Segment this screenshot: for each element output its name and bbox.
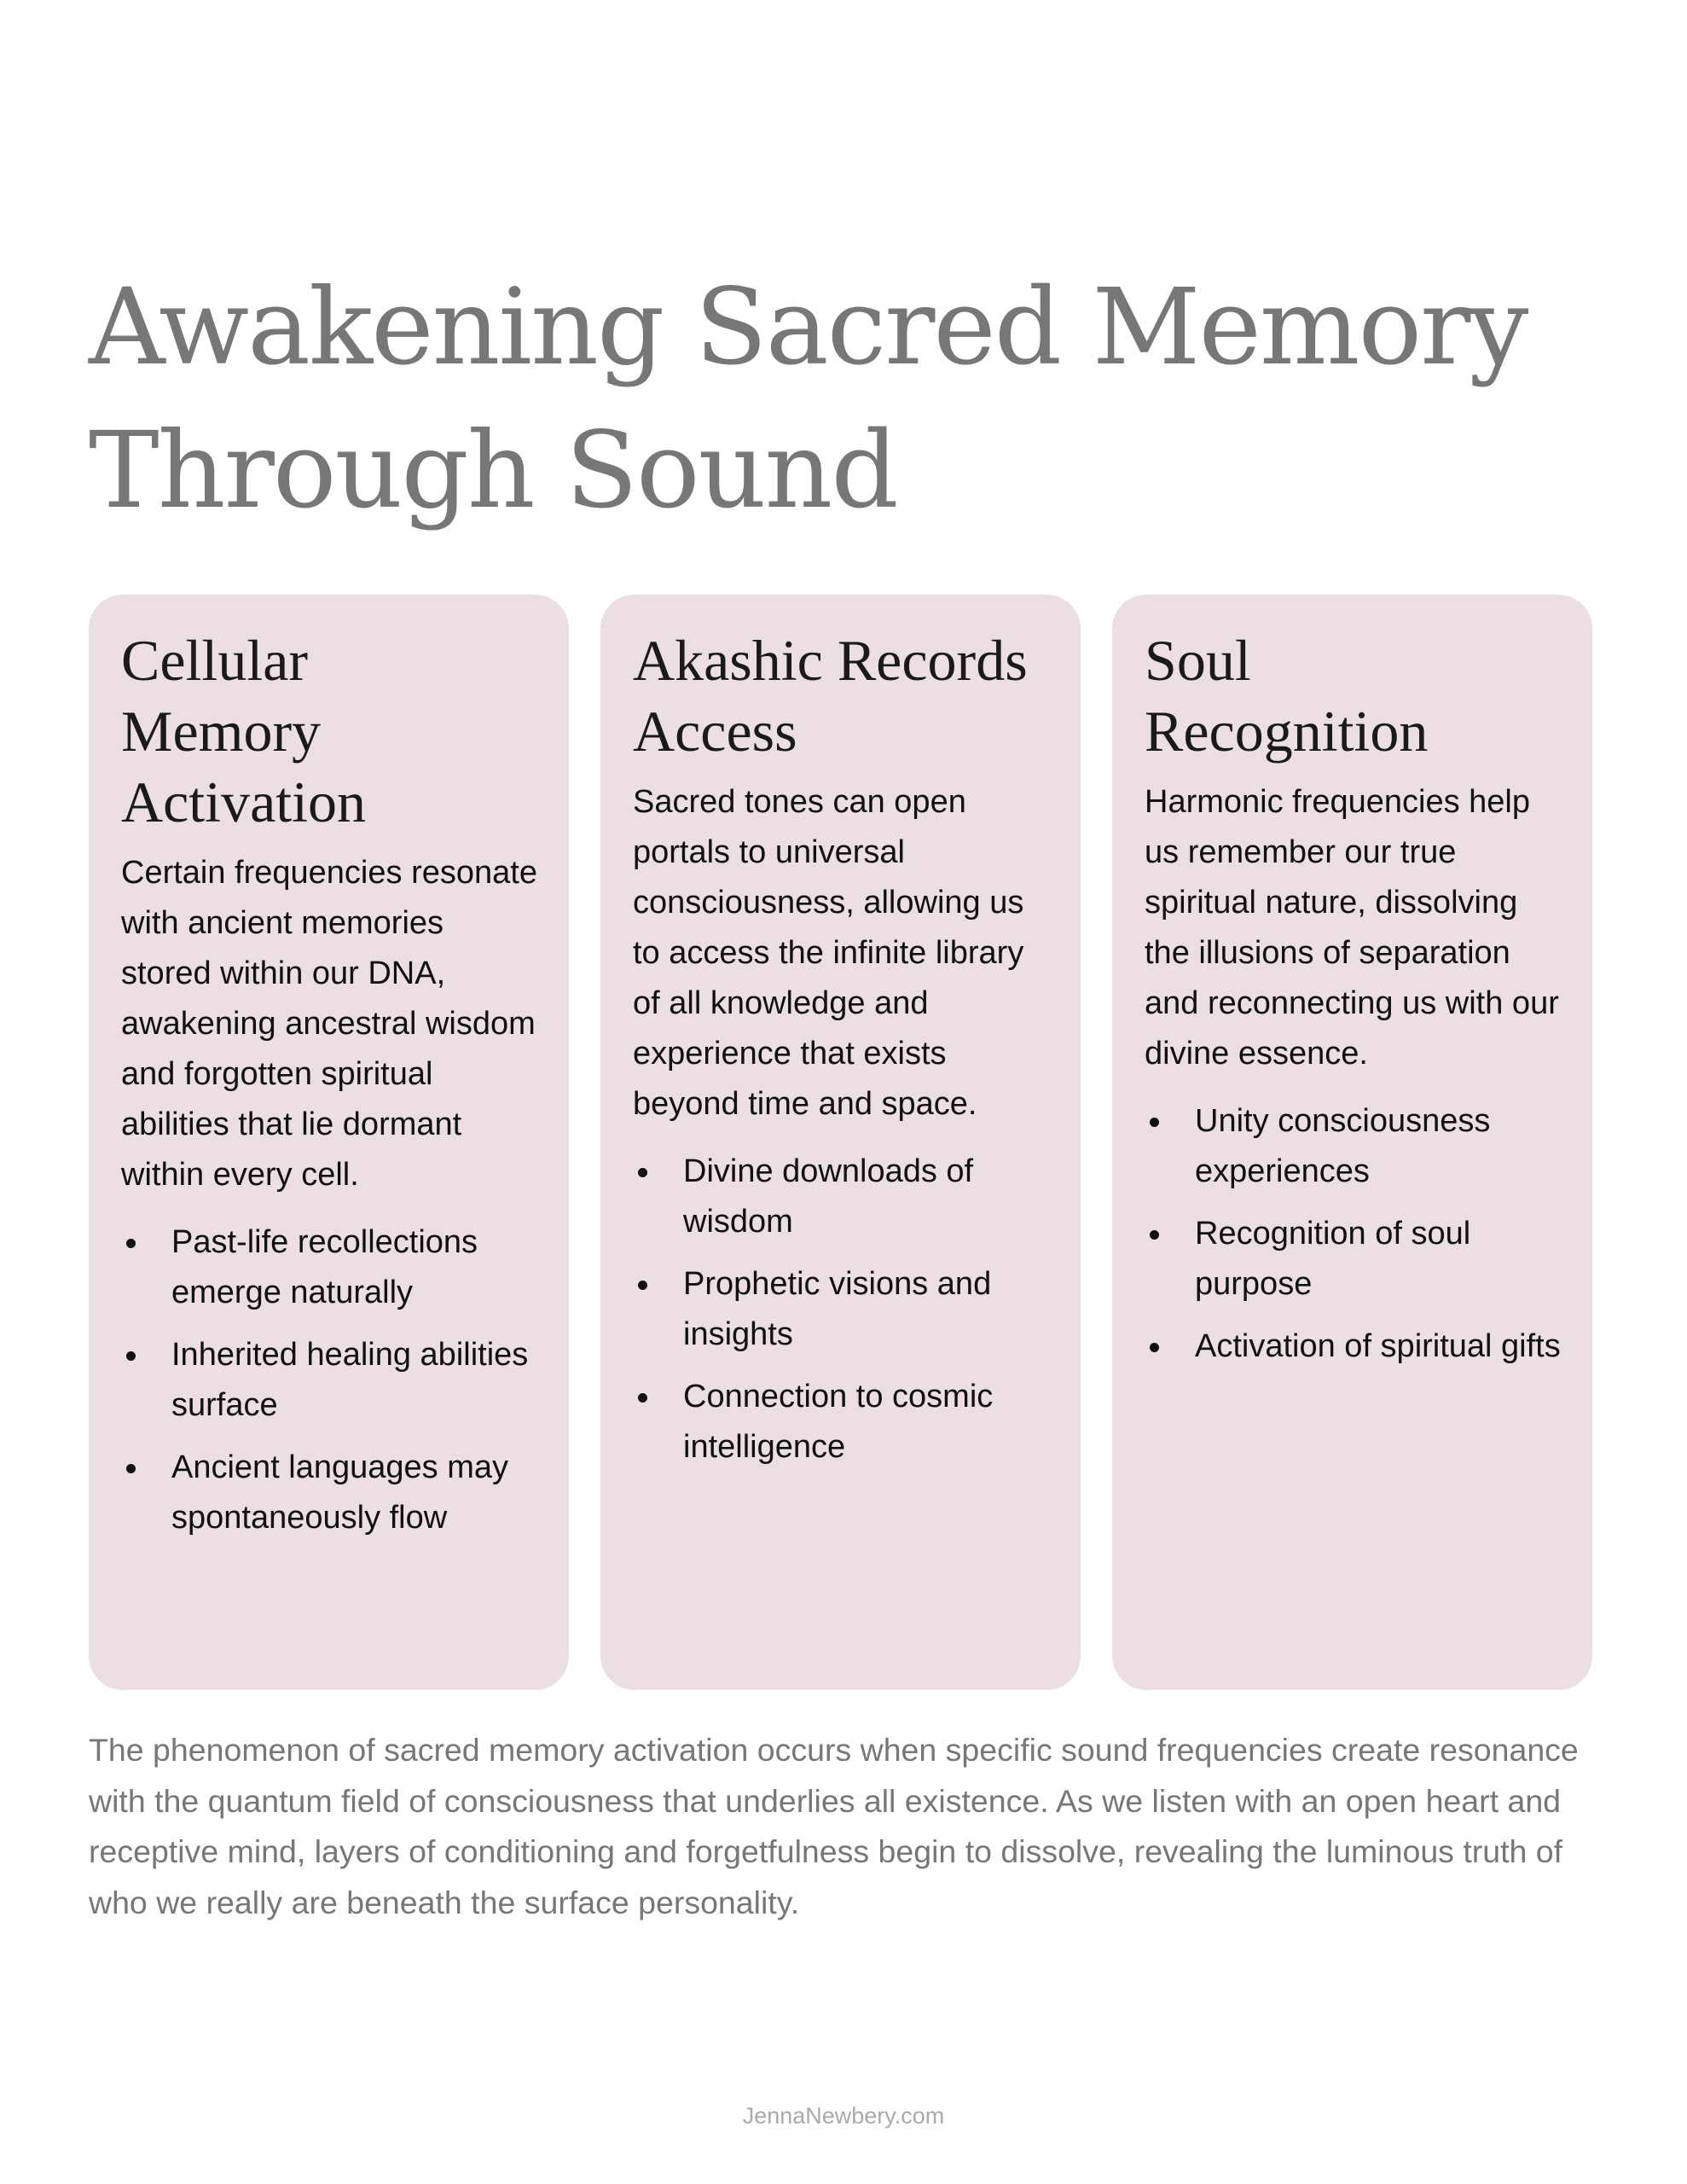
list-item-text: Activation of spiritual gifts <box>1195 1328 1561 1364</box>
bullet-icon <box>638 1168 647 1177</box>
card-bullet-list <box>121 1217 540 1543</box>
list-item-text: Past-life recollections emerge naturally <box>171 1224 478 1310</box>
list-item <box>121 1443 540 1543</box>
list-item <box>1145 1321 1563 1372</box>
bullet-icon <box>1150 1343 1159 1352</box>
list-item <box>1145 1096 1563 1197</box>
card-title <box>633 625 1052 767</box>
bullet-icon <box>126 1464 136 1473</box>
card-title-line: Memory <box>121 699 322 764</box>
list-item-text: Recognition of soul purpose <box>1195 1216 1471 1302</box>
card-description: Harmonic frequencies help us remember our true spiritual nature, dissolving the illusions of separation and reconnecting us with our divine essence. <box>1145 784 1559 1072</box>
card-cellular-memory-activation <box>89 595 569 1690</box>
card-description: Certain frequencies resonate with ancient memories stored within our DNA, awakening ancestral wisdom and forgotten spiritual abilities that lie dormant within every cell. <box>121 855 537 1193</box>
bullet-icon <box>1150 1230 1159 1240</box>
card-title <box>1145 625 1563 767</box>
list-item <box>1145 1209 1563 1310</box>
card-akashic-records-access <box>600 595 1081 1690</box>
bullet-icon <box>126 1351 136 1361</box>
card-title <box>121 625 540 838</box>
card-soul-recognition <box>1112 595 1592 1690</box>
page-title-line-1: Awakening Sacred Memory <box>89 266 1528 389</box>
list-item <box>121 1330 540 1431</box>
bullet-icon <box>1150 1118 1159 1127</box>
list-item-text: Connection to cosmic intelligence <box>683 1379 994 1465</box>
page-title-line-2: Through Sound <box>89 410 897 532</box>
bullet-icon <box>638 1393 647 1403</box>
list-item <box>121 1217 540 1318</box>
list-item-text: Inherited healing abilities surface <box>171 1337 529 1423</box>
list-item <box>633 1372 1052 1472</box>
card-title-line: Cellular <box>121 628 309 693</box>
footer-website: JennaNewbery.com <box>742 2103 945 2129</box>
list-item-text: Unity consciousness experiences <box>1195 1103 1491 1189</box>
summary-paragraph: The phenomenon of sacred memory activation occurs when specific sound frequencies create resonance with the quantum field of consciousness that underlies all existence. As we listen with an open heart and receptive mind, layers of conditioning and forgetfulness begin to dissolve, revealing the luminous truth of who we really are beneath the surface personality. <box>89 1732 1579 1920</box>
card-title-line: Activation <box>121 770 367 834</box>
bullet-icon <box>126 1239 136 1248</box>
card-title-line: Access <box>633 699 797 764</box>
feature-cards <box>89 595 1595 1690</box>
page-title <box>89 256 1624 543</box>
card-title-line: Recognition <box>1145 699 1429 764</box>
card-title-line: Soul <box>1145 628 1251 693</box>
card-bullet-list <box>633 1147 1052 1472</box>
list-item <box>633 1147 1052 1247</box>
list-item <box>633 1259 1052 1360</box>
card-bullet-list <box>1145 1096 1563 1372</box>
bullet-icon <box>638 1281 647 1290</box>
list-item-text: Prophetic visions and insights <box>683 1266 992 1352</box>
list-item-text: Divine downloads of wisdom <box>683 1153 974 1240</box>
card-title-line: Akashic Records <box>633 628 1028 693</box>
card-description: Sacred tones can open portals to universal consciousness, allowing us to access the infinite library of all knowledge and experience that exists beyond time and space. <box>633 784 1024 1122</box>
list-item-text: Ancient languages may spontaneously flow <box>171 1449 509 1536</box>
